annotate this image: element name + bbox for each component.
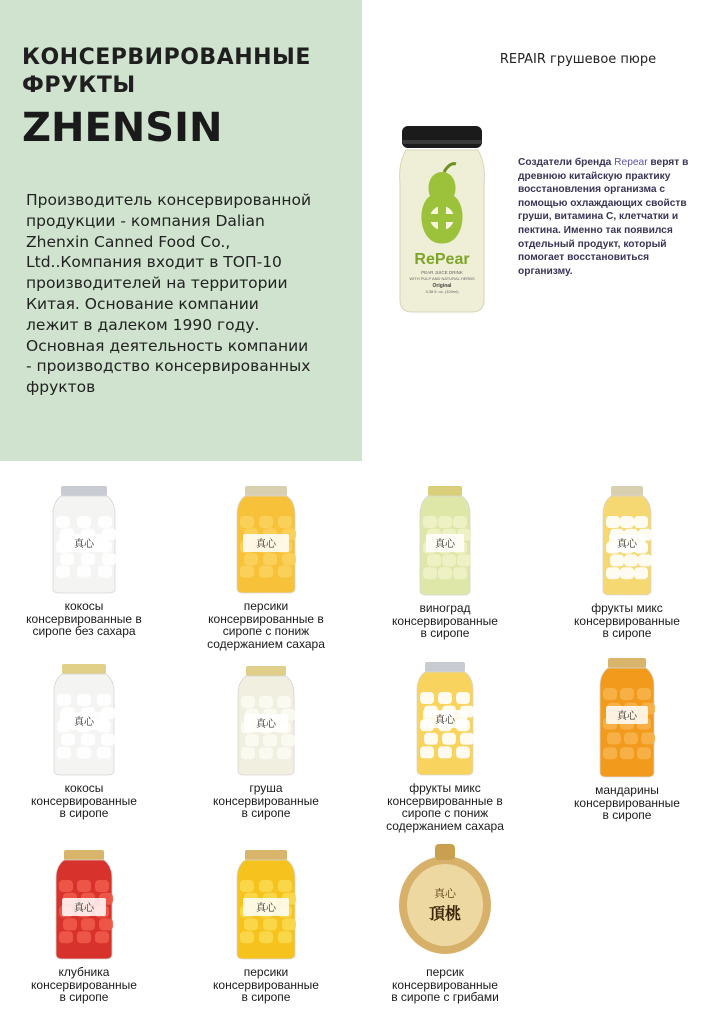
product-caption: персик консервированные в сиропе с грибами [391,965,499,1004]
svg-text:真心: 真心 [256,719,276,730]
product-jar-image [413,660,477,776]
product-caption: фрукты микс консервированные в сиропе с пониж содержанием сахара [386,781,504,833]
repear-desc-brand: Repear [614,157,648,168]
svg-text:真心: 真心 [434,887,456,900]
product-jar-image [234,664,298,776]
svg-text:真心: 真心 [256,903,276,914]
brand-title: ZHENSIN [22,105,223,151]
svg-text:真心: 真心 [617,711,637,722]
product-caption: клубника консервированные в сиропе [31,965,137,1004]
product-jar-image [50,662,118,776]
repear-desc-prefix: Создатели бренда [518,157,615,168]
product-caption: виноград консервированные в сиропе [392,601,498,640]
product-item [186,664,346,820]
product-caption: кокосы консервированные в сиропе [31,781,137,820]
product-jar-image [233,484,299,594]
product-item [4,484,164,638]
repear-label-line1: PEAR JUICE DRINK [421,270,463,275]
product-jar-image [416,484,474,596]
repear-label-brand: RePear [414,251,470,268]
product-item [186,848,346,1004]
product-item [365,842,525,1004]
svg-text:真心: 真心 [74,903,94,914]
repear-bottle-image [392,124,492,314]
intro-paragraph: Производитель консервированной продукции - компания Dalian Zhenxin Canned Food Co., Ltd..Компания входит в ТОП-10 производителей на территории Китая. Основание компании лежит в далеком 1990 году. Основная деятельность компании - производство консервированных фруктов [26,191,312,397]
product-caption: фрукты микс консервированные в сиропе [574,601,680,640]
svg-text:真心: 真心 [435,715,455,726]
product-caption: персики консервированные в сиропе [213,965,319,1004]
product-jar-image [599,484,655,596]
svg-text:真心: 真心 [74,717,94,728]
product-jar-image [49,484,119,594]
product-caption: мандарины консервированные в сиропе [574,783,680,822]
title-line-2: ФРУКТЫ [22,73,136,98]
svg-text:頂桃: 頂桃 [428,904,462,923]
product-caption: кокосы консервированные в сиропе без сахара [26,599,142,638]
product-item [4,848,164,1004]
product-item [4,662,164,820]
product-can-image [397,842,493,960]
repear-desc-rest: верят в древнюю китайскую практику восстановления организма с помощью охлаждающих свойств груши, витамина С, клетчатки и пектина. Именно так появился отдельный продукт, который помогает восстановиться организму. [518,157,689,277]
svg-text:真心: 真心 [617,539,637,550]
product-item [186,484,346,650]
repear-description [518,156,702,278]
svg-text:真心: 真心 [74,539,94,550]
title-line-1: КОНСЕРВИРОВАННЫЕ [22,45,311,70]
hero-panel [0,0,362,461]
product-item [547,656,707,822]
product-item [547,484,707,640]
product-caption: персики консервированные в сиропе с пониж содержанием сахара [207,599,325,651]
product-jar-image [596,656,658,778]
repear-label-line2: WITH PULP AND NATURAL HERBS [409,276,475,281]
svg-text:真心: 真心 [435,539,455,550]
product-caption: груша консервированные в сиропе [213,781,319,820]
product-jar-image [233,848,299,960]
product-item [365,660,525,832]
repear-label-line3: Original [432,283,452,289]
page-title [22,44,352,100]
product-item [365,484,525,640]
product-jar-image [52,848,116,960]
svg-text:真心: 真心 [256,539,276,550]
repair-title: REPAIR грушевое пюре [499,52,657,67]
repear-label-line4: 3.38 fl. oz. (100ml) [425,289,459,294]
